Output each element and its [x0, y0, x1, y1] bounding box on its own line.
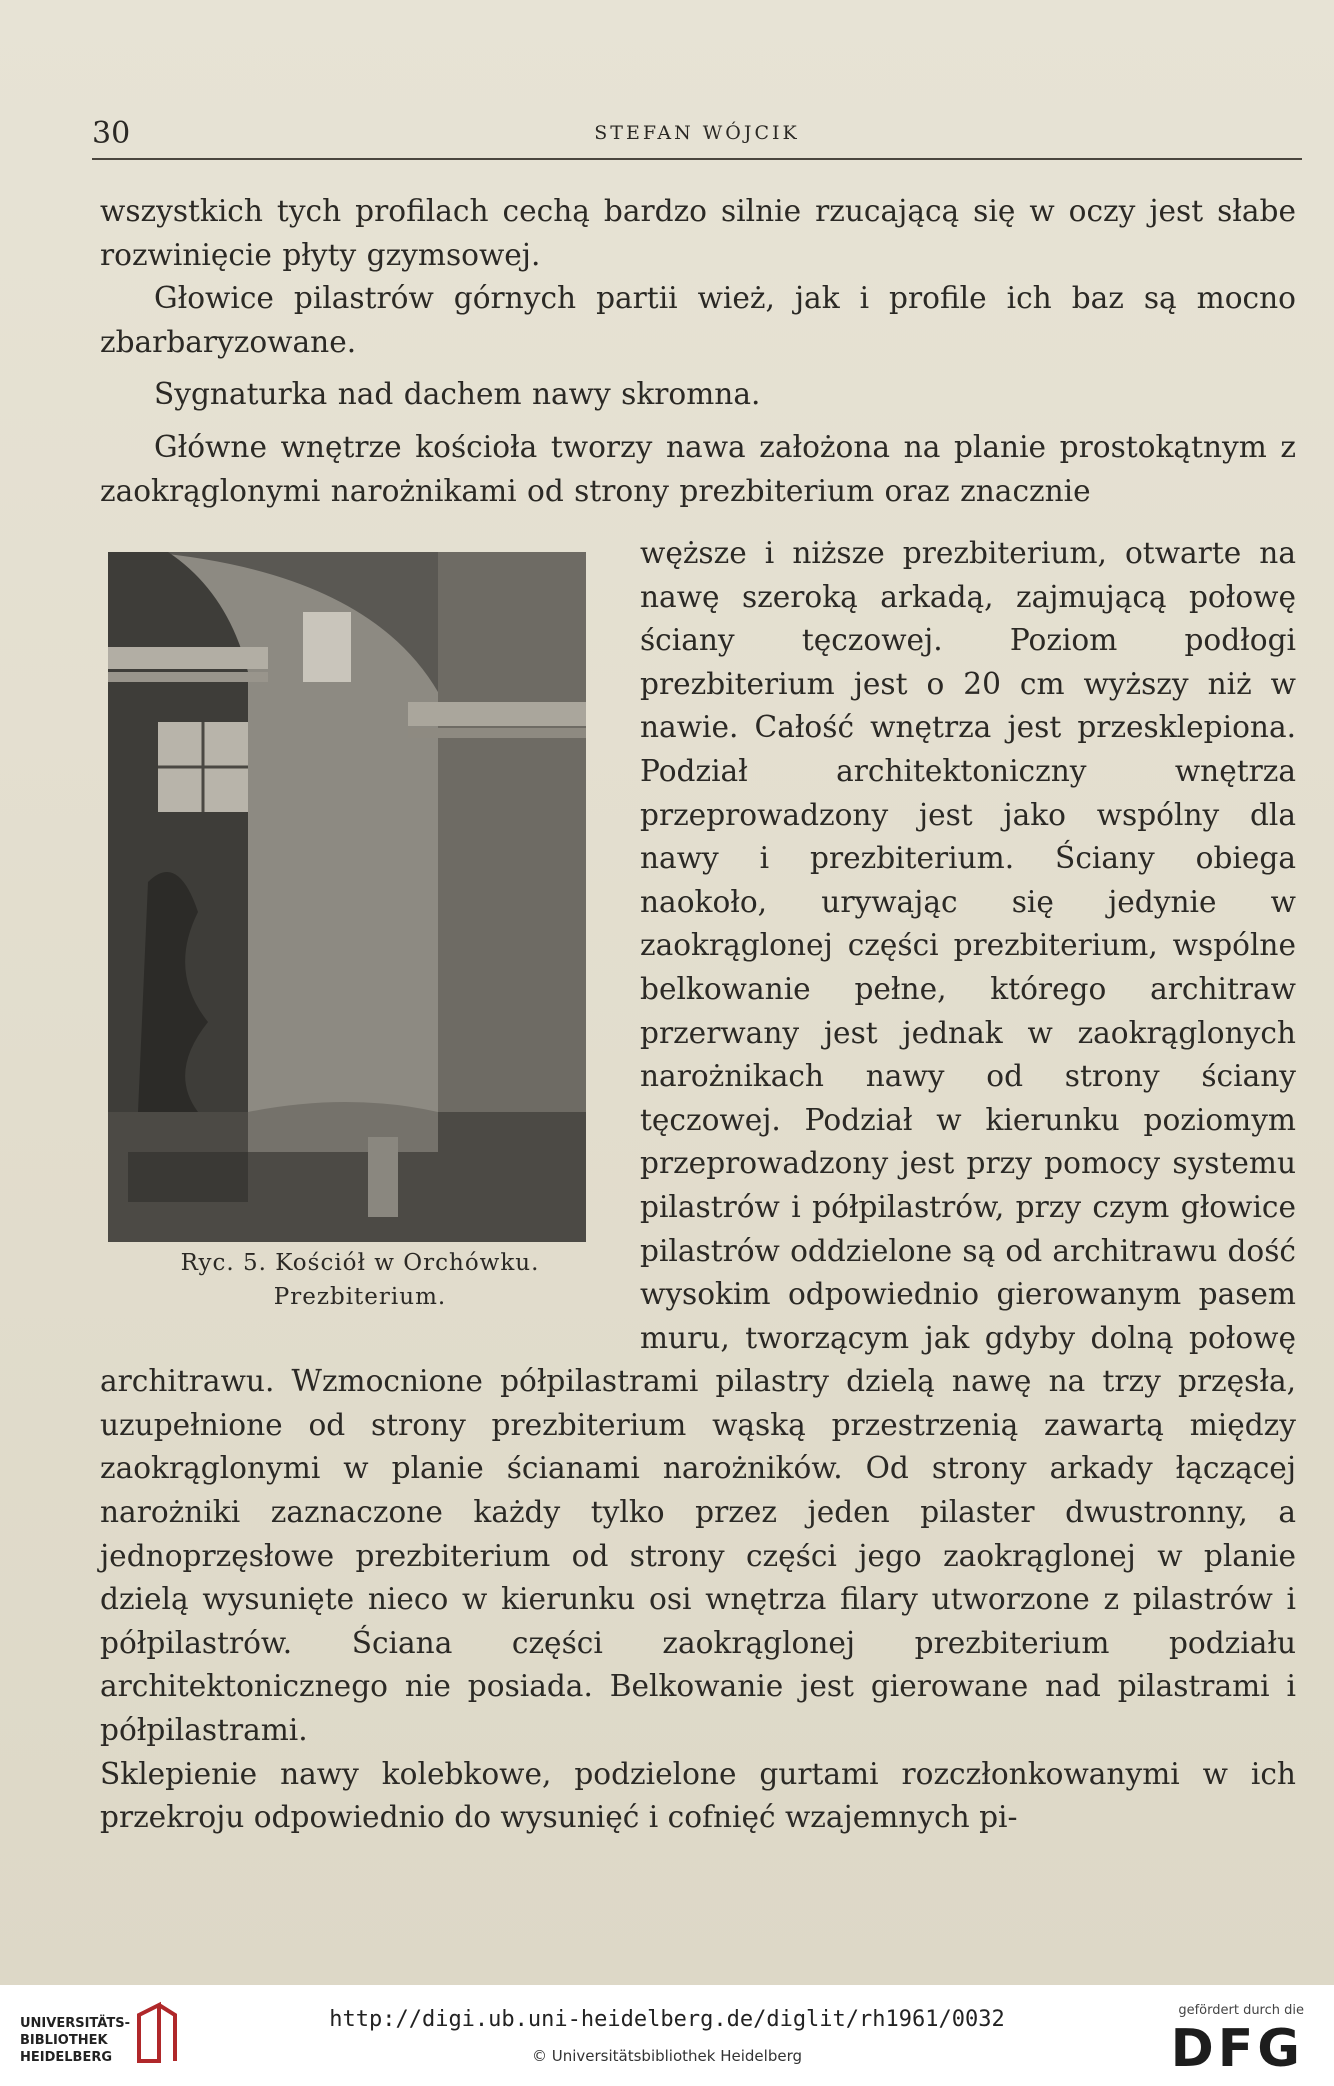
figure-caption [100, 1246, 620, 1314]
photo-illustration [108, 552, 586, 1242]
caption-line-1: Ryc. 5. Kościół w Orchówku. [180, 1250, 540, 1276]
source-url-link[interactable]: http://digi.ub.uni-heidelberg.de/diglit/rh1961/0032 [329, 2007, 1005, 2032]
paragraph-presbytery: węższe i niższe prezbiterium, otwarte na nawę szeroką arkadą, zajmującą połowę ściany tęczowej. Poziom podłogi prezbiterium jest o 20 cm wyższy niż w nawie. Całość wnętrza jest przesklepiona. Podział architektoniczny wnętrza przeprowadzony jest jako wspólny dla nawy i prezbiterium. Ściany obiega naokoło, urywając się jedynie w zaokrąglonej części prezbiterium, wspólne belkowanie pełne, którego architraw przerwany jest jednak w zaokrąglonych narożnikach nawy od strony ściany tęczowej. Podział w kierunku poziomym przeprowadzony jest przy pomocy systemu pilastrów i półpilastrów, przy czym głowice pilastrów oddzielone są od architrawu dość wysokim odpowiednio gierowanym pasem muru, tworzącym jak gdyby dolną połowę architrawu. Wzmocnione półpilastrami pilastry dzielą nawę na trzy przęsła, uzupełnione od strony prezbiterium wąską przestrzenią zawartą między zaokrąglonymi w planie ścianami narożników. Od strony arkady łączącej narożniki zaznaczone każdy tylko przez jeden pilaster dwustronny, a jednoprzęsłowe prezbiterium od strony części jego zaokrąglonej w planie dzielą wysunięte nieco w kierunku osi wnętrza filary utworzone z pilastrów i półpilastrów. Ściana części zaokrąglonej prezbiterium podziału architektonicznego nie posiada. Belkowanie jest gierowane nad pilastrami i półpilastrami. [100, 536, 1296, 1748]
library-logo-text: UNIVERSITÄTS- BIBLIOTHEK HEIDELBERG [20, 2016, 130, 2065]
church-interior-photo [108, 552, 586, 1242]
paragraph-vault: Sklepienie nawy kolebkowe, podzielone gurtami rozczłonkowanymi w ich przekroju odpowiednio do wysunięć i cofnięć wzajemnych pi- [100, 1756, 1296, 1835]
funding-note: gefördert durch die [1178, 2003, 1304, 2018]
page-number: 30 [92, 116, 131, 151]
text-block-top [100, 190, 1296, 513]
copyright-notice: © Universitätsbibliothek Heidelberg [531, 2047, 802, 2065]
text-block-wrapped [100, 532, 1296, 1840]
running-head: STEFAN WÓJCIK [594, 122, 800, 144]
paragraph-sygnaturka: Sygnaturka nad dachem nawy skromna. [154, 377, 761, 412]
page-header [92, 112, 1302, 160]
caption-line-2: Prezbiterium. [273, 1284, 447, 1310]
dfg-logo: DFG [1170, 2019, 1304, 2079]
digitization-footer [0, 1985, 1334, 2086]
figure [100, 532, 620, 1322]
paragraph-continuation: wszystkich tych profilach cechą bardzo silnie rzucającą się w oczy jest słabe rozwinięcie płyty gzymsowej. [100, 194, 1296, 272]
paragraph-capitals: Głowice pilastrów górnych partii wież, jak i profile ich baz są mocno zbarbaryzowane. [100, 281, 1296, 359]
paragraph-interior: Główne wnętrze kościoła tworzy nawa założona na planie prostokątnym z zaokrąglonymi narożnikami od strony prezbiterium oraz znacznie [100, 429, 1296, 508]
